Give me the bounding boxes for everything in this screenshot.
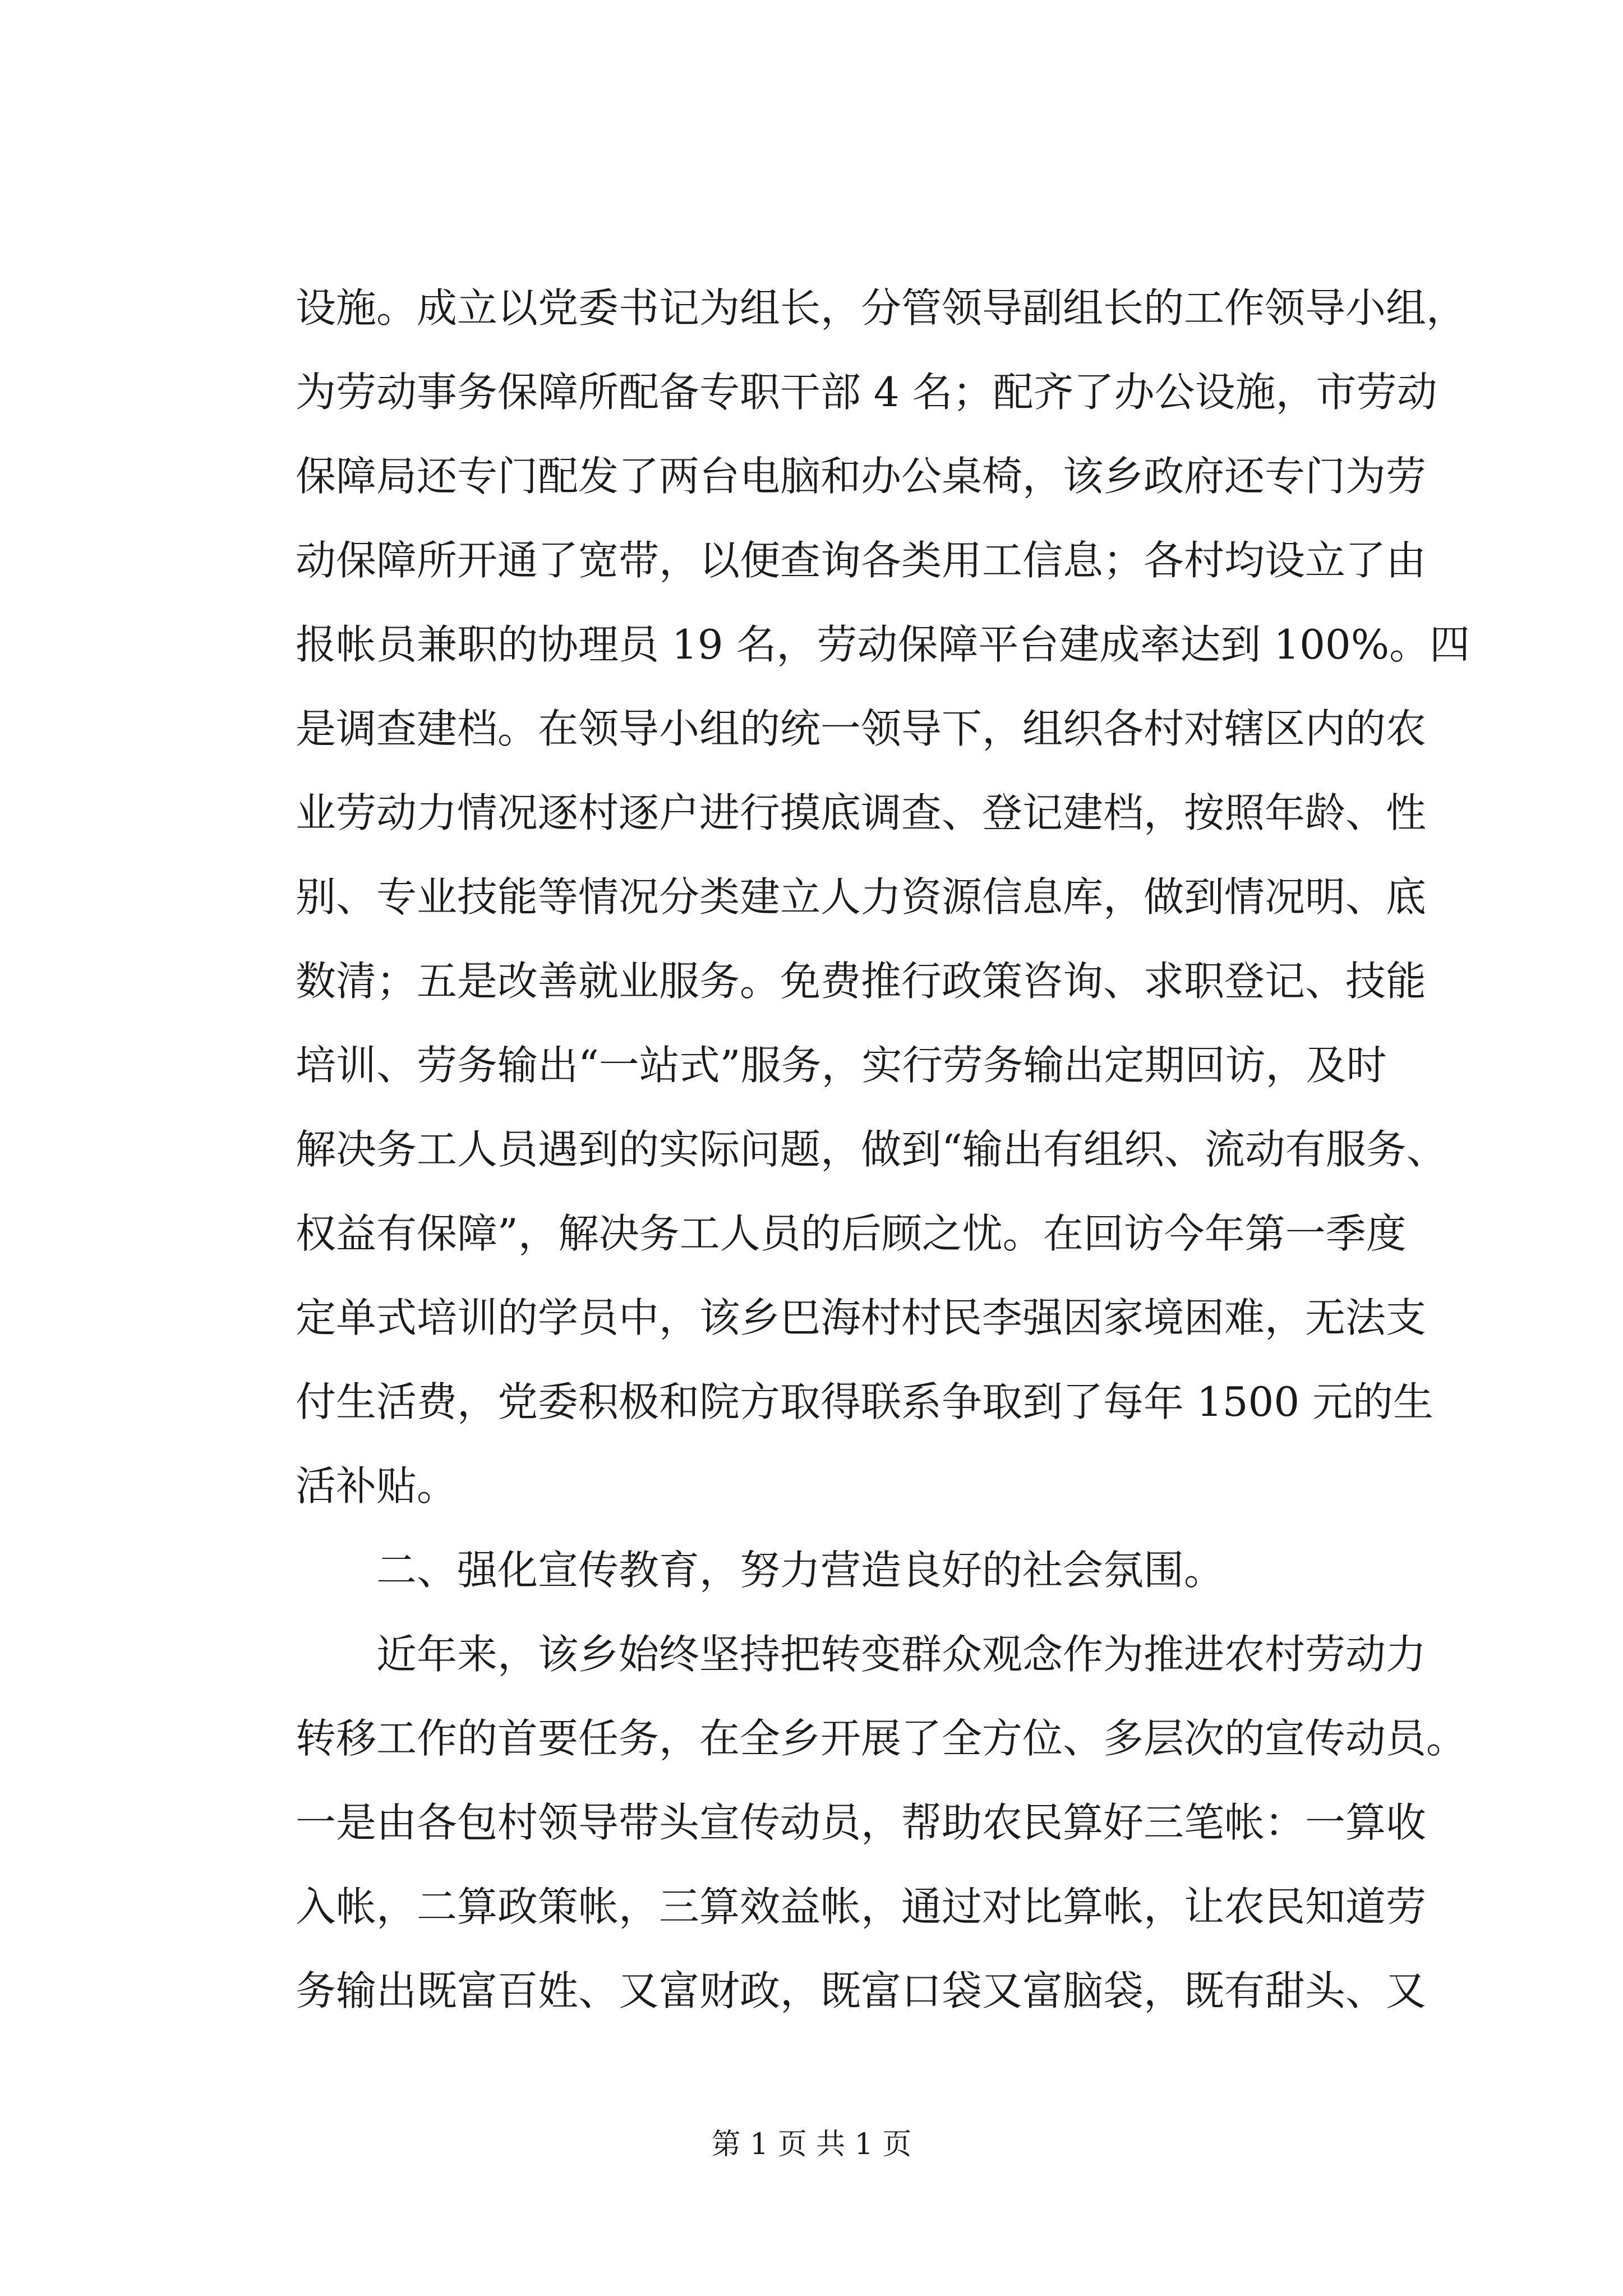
document-body: [296, 266, 1470, 2033]
text-line: 业劳动力情况逐村逐户进行摸底调查、登记建档，按照年龄、性: [296, 789, 1427, 836]
text-line: 培训、劳务输出“一站式”服务，实行劳务输出定期回访，及时: [296, 1042, 1387, 1089]
text-line: 入帐，二算政策帐，三算效益帐，通过对比算帐，让农民知道劳: [296, 1883, 1427, 1930]
text-line: 权益有保障”，解决务工人员的后顾之忧。在回访今年第一季度: [296, 1210, 1407, 1257]
text-line: 别、专业技能等情况分类建立人力资源信息库，做到情况明、底: [296, 873, 1427, 921]
text-line: 转移工作的首要任务，在全乡开展了全方位、多层次的宣传动员。: [296, 1715, 1467, 1762]
text-line: 定单式培训的学员中，该乡巴海村村民李强因家境困难，无法支: [296, 1294, 1427, 1341]
text-line: 报帐员兼职的协理员 19 名，劳动保障平台建成率达到 100%。四: [296, 621, 1470, 668]
text-line: 解决务工人员遇到的实际问题，做到“输出有组织、流动有服务、: [296, 1126, 1447, 1173]
text-line: 设施。成立以党委书记为组长，分管领导副组长的工作领导小组，: [296, 284, 1467, 332]
page-footer: 第 1 页 共 1 页: [711, 2128, 912, 2161]
text-line: 务输出既富百姓、又富财政，既富口袋又富脑袋，既有甜头、又: [296, 1967, 1427, 2014]
text-line: 近年来，该乡始终坚持把转变群众观念作为推进农村劳动力: [376, 1631, 1427, 1678]
text-line: 为劳动事务保障所配备专职干部 4 名；配齐了办公设施，市劳动: [296, 369, 1437, 416]
text-line: 付生活费，党委积极和院方取得联系争取到了每年 1500 元的生: [296, 1378, 1434, 1425]
text-line: 活补贴。: [296, 1462, 458, 1510]
text-line: 动保障所开通了宽带，以便查询各类用工信息；各村均设立了由: [296, 537, 1427, 584]
section-heading: 二、强化宣传教育，努力营造良好的社会氛围。: [376, 1547, 1225, 1594]
text-line: 一是由各包村领导带头宣传动员，帮助农民算好三笔帐：一算收: [296, 1799, 1427, 1846]
text-line: 数清；五是改善就业服务。免费推行政策咨询、求职登记、技能: [296, 958, 1427, 1005]
text-line: 保障局还专门配发了两台电脑和办公桌椅，该乡政府还专门为劳: [296, 453, 1427, 500]
text-line: 是调查建档。在领导小组的统一领导下，组织各村对辖区内的农: [296, 705, 1427, 752]
